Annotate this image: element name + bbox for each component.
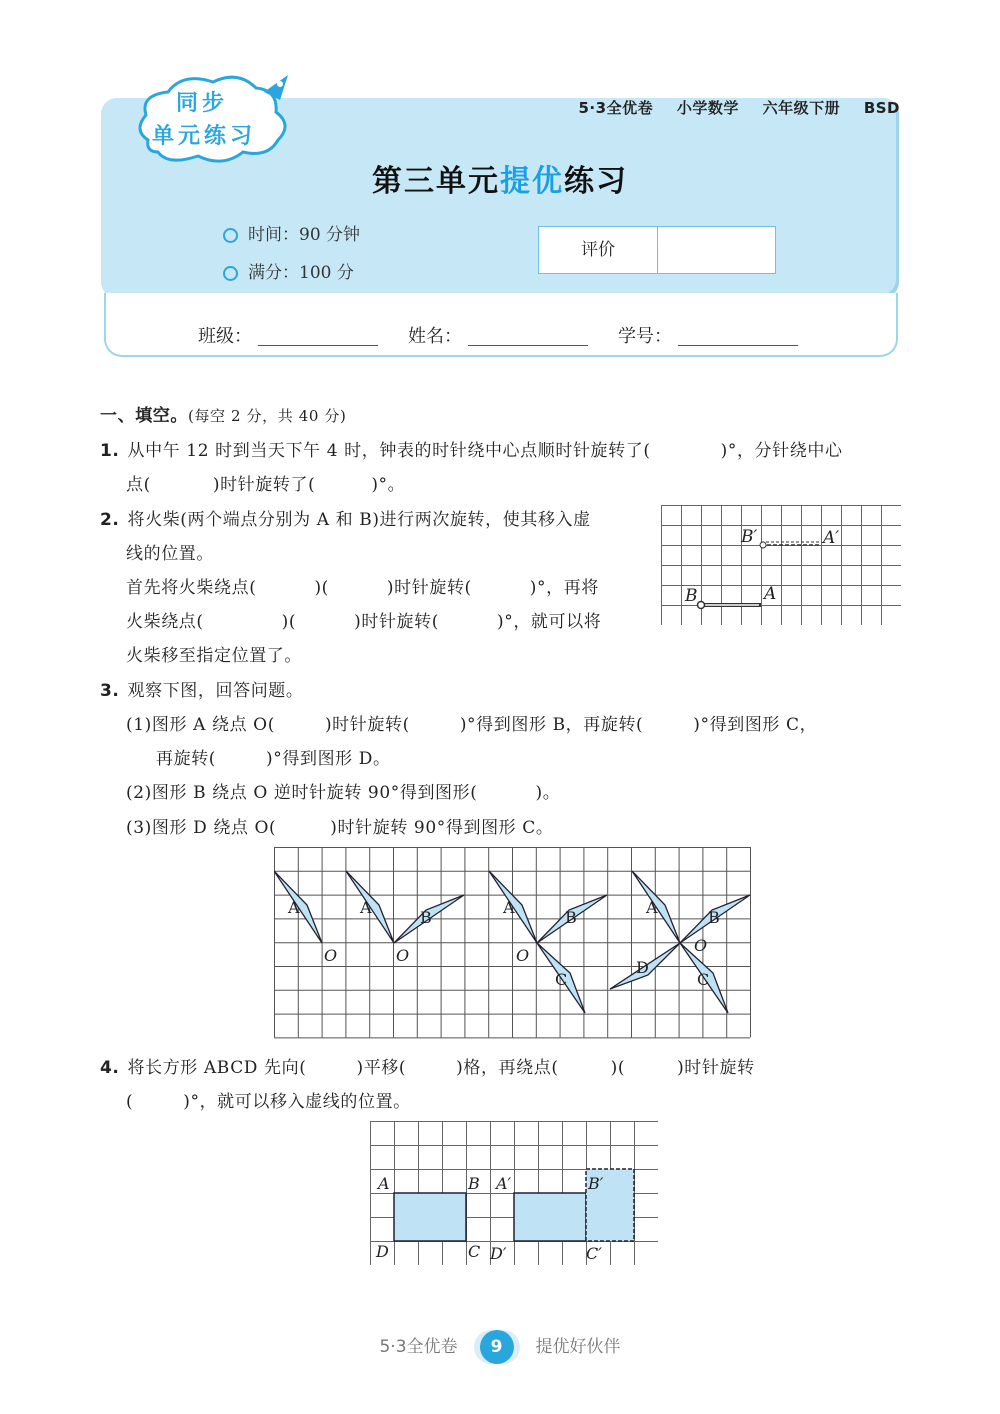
svg-text:D: D xyxy=(636,958,649,977)
grade: 六年级下册 xyxy=(762,99,841,117)
badge-line1: 同步 xyxy=(176,91,229,116)
evaluation-box[interactable] xyxy=(538,226,776,274)
evaluation-label: 评价 xyxy=(539,227,658,273)
label-b-prime: B′ xyxy=(741,527,758,547)
svg-text:A: A xyxy=(288,898,300,917)
rectangle-abcd xyxy=(394,1193,466,1241)
question-2-line4: 火柴绕点( )( )时针旋转( )°，就可以将 xyxy=(126,612,602,632)
page-title: 第三单元提优练习 xyxy=(372,164,628,199)
label-a-prime: A′ xyxy=(823,528,840,548)
svg-text:B′: B′ xyxy=(588,1174,604,1193)
svg-text:B: B xyxy=(565,908,577,927)
question-4-line1: 4. 将长方形 ABCD 先向( )平移( )格，再绕点( )( )时针旋转 xyxy=(100,1058,755,1078)
section-heading: 一、填空。(每空 2 分，共 40 分) xyxy=(100,406,347,426)
question-3-part1-line1: (1)图形 A 绕点 O( )时针旋转( )°得到图形 B，再旋转( )°得到图形 C， xyxy=(126,715,818,735)
svg-text:D′: D′ xyxy=(490,1244,507,1263)
clock-icon xyxy=(223,228,238,243)
svg-text:O: O xyxy=(324,946,338,965)
svg-text:D: D xyxy=(376,1242,389,1261)
svg-text:O: O xyxy=(694,936,708,955)
question-3-part2: (2)图形 B 绕点 O 逆时针旋转 90°得到图形( )。 xyxy=(126,783,561,803)
time-limit: 时间：90 分钟 xyxy=(223,220,360,245)
page-number: 9 xyxy=(480,1330,514,1364)
svg-text:O: O xyxy=(396,946,410,965)
svg-text:B: B xyxy=(420,908,432,927)
svg-text:A: A xyxy=(646,898,658,917)
question-3-part3: (3)图形 D 绕点 O( )时针旋转 90°得到图形 C。 xyxy=(126,818,554,838)
svg-text:O: O xyxy=(516,946,530,965)
svg-text:C: C xyxy=(697,970,710,989)
badge-line2: 单元练习 xyxy=(152,124,257,149)
class-field[interactable]: 班级： xyxy=(198,322,378,348)
subject: 小学数学 xyxy=(676,99,739,117)
question-4-line2: ( )°，就可以移入虚线的位置。 xyxy=(126,1092,411,1112)
question-1-line2: 点( )时针旋转了( )°。 xyxy=(126,475,406,495)
name-field[interactable]: 姓名： xyxy=(408,322,588,348)
question-3-intro: 3. 观察下图，回答问题。 xyxy=(100,681,304,701)
question-2-line5: 火柴移至指定位置了。 xyxy=(126,646,302,666)
student-number-field[interactable]: 学号： xyxy=(618,322,798,348)
label-b: B xyxy=(685,586,698,606)
question-1-line1: 1. 从中午 12 时到当天下午 4 时，钟表的时针绕中心点顺时针旋转了( )°，分针绕中心 xyxy=(100,441,843,461)
svg-text:A: A xyxy=(503,898,515,917)
svg-text:A: A xyxy=(378,1174,390,1193)
rectangle-moved xyxy=(514,1193,586,1241)
matchstick-grid-figure xyxy=(661,505,901,625)
rectangle-grid-figure xyxy=(370,1121,658,1265)
page-footer xyxy=(0,1330,1000,1364)
question-3-part1-line2: 再旋转( )°得到图形 D。 xyxy=(156,749,391,769)
svg-text:C′: C′ xyxy=(586,1244,602,1263)
edition: BSD xyxy=(863,99,900,117)
svg-text:C: C xyxy=(468,1242,481,1261)
series-info xyxy=(561,97,901,118)
series-name: 5·3全优卷 xyxy=(578,99,654,117)
footer-slogan: 提优好伙伴 xyxy=(535,1337,621,1357)
svg-text:A′: A′ xyxy=(496,1174,512,1193)
check-icon xyxy=(223,266,238,281)
svg-text:B: B xyxy=(708,908,720,927)
svg-text:C: C xyxy=(555,970,568,989)
question-2-line1: 2. 将火柴(两个端点分别为 A 和 B)进行两次旋转，使其移入虚 xyxy=(100,510,591,530)
rotation-grid-figure xyxy=(274,847,752,1039)
svg-text:B: B xyxy=(468,1174,480,1193)
question-2-line3: 首先将火柴绕点( )( )时针旋转( )°，再将 xyxy=(126,578,599,598)
full-score: 满分：100 分 xyxy=(223,258,354,283)
svg-text:A: A xyxy=(360,898,372,917)
question-2-line2: 线的位置。 xyxy=(126,544,214,564)
label-a: A xyxy=(764,584,777,604)
footer-series: 5·3全优卷 xyxy=(379,1337,458,1357)
